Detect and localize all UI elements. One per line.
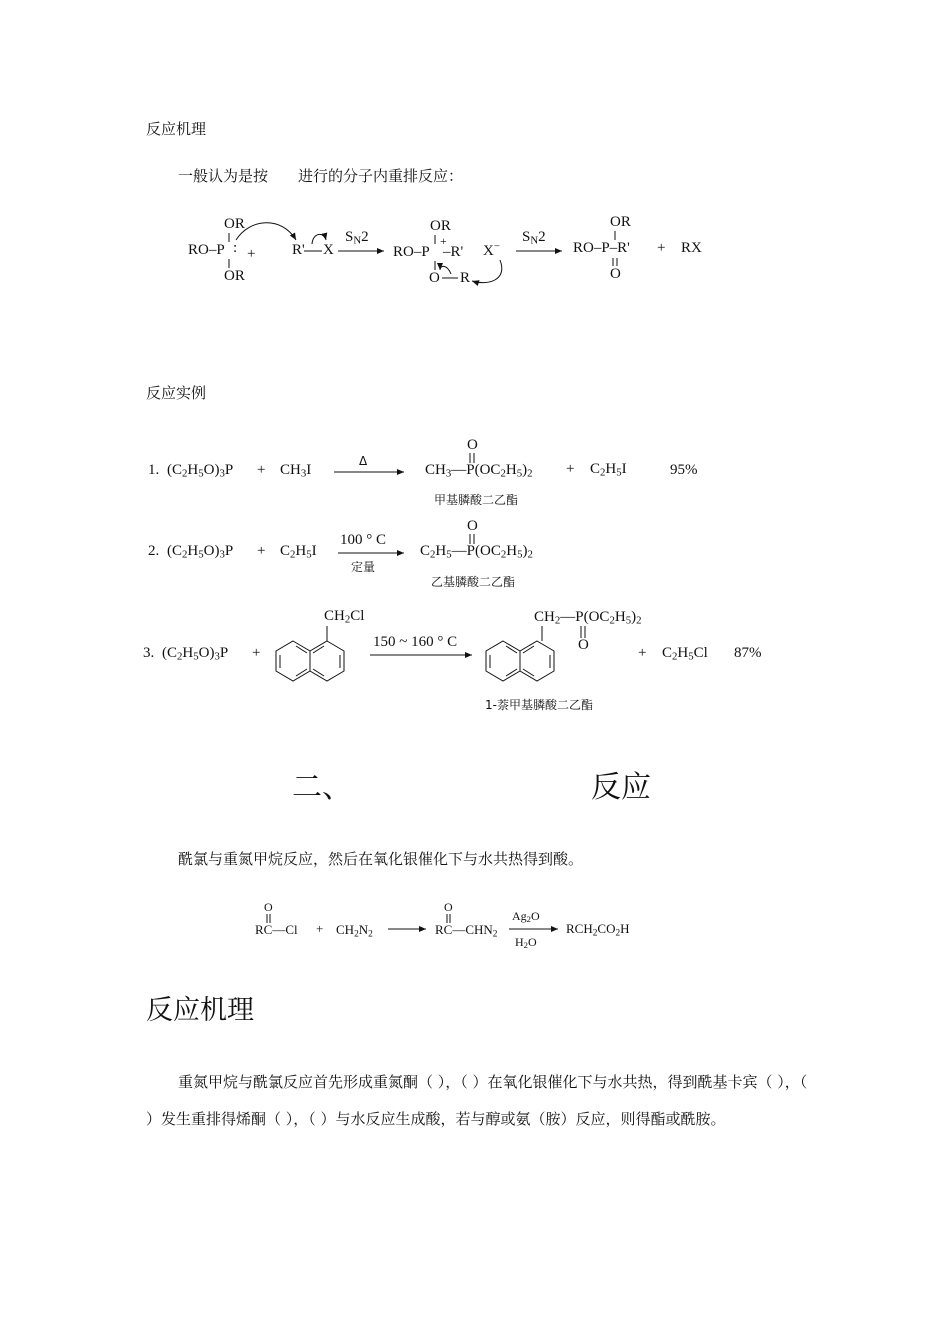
diazoketone-oxo: O (444, 900, 453, 914)
product-oxo: O (578, 637, 589, 653)
product-name: 甲基膦酸二乙酯 (434, 493, 519, 507)
diazomethane: $CH_2N_2$ (336, 922, 373, 940)
intermediate-r-prime: –R' (443, 244, 464, 260)
ethylphosphonate-formula: $C_2H_5—P(OC_2H_5)_2$ (420, 543, 533, 561)
plus-sign: + (252, 645, 261, 661)
reaction-description: 酰氯与重氮甲烷反应，然后在氧化银催化下与水共热得到酸。 (178, 850, 584, 868)
lone-pair: : (233, 240, 238, 256)
plus-sign: + (316, 921, 324, 936)
water-label: $H_2O$ (515, 935, 537, 951)
sn2-label-2: $S_N2$ (522, 229, 546, 247)
intermediate-or-top: OR (430, 218, 451, 234)
intermediate-o: O (429, 270, 440, 286)
methyl-iodide: $CH_3I$ (280, 462, 312, 480)
intermediate-ro-p: RO–P (393, 244, 430, 260)
plus-sign: + (257, 543, 266, 559)
chloromethyl-group: $CH_2Cl$ (324, 608, 365, 626)
triethyl-phosphite: $(C_2H_5O)_3P$ (162, 645, 229, 663)
reaction-number: 3. (143, 645, 155, 661)
plus-sign: + (247, 246, 256, 262)
section-title-left: 二、 (292, 770, 352, 805)
ethyl-chloride-byproduct: $C_2H_5Cl$ (662, 645, 708, 663)
carboxylic-acid-product: $RCH_2CO_2H$ (566, 921, 630, 939)
byproduct-rx: RX (681, 240, 702, 256)
ethyl-iodide: $C_2H_5I$ (280, 543, 317, 561)
diazoketone: $RC—CHN_2$ (435, 922, 498, 940)
silver-oxide-label: $Ag_2O$ (512, 909, 540, 925)
triethyl-phosphite: $(C_2H_5O)_3P$ (167, 543, 234, 561)
examples-heading: 反应实例 (146, 384, 207, 402)
plus-sign: + (657, 240, 666, 256)
reaction-number: 2. (148, 543, 160, 559)
section-title-right: 反应 (591, 770, 651, 805)
temperature-label: 100 ° C (340, 532, 387, 548)
mechanism-paragraph: 重氮甲烷与酰氯反应首先形成重氮酮（ ），（ ）在氧化银催化下与水共热，得到酰基卡宾（ ），（ ）发生重排得烯酮（ ），（ ）与水反应生成酸，若与醇或氨（胺）反应，则得酯或酰胺。 (146, 1073, 808, 1128)
product-oxo: O (610, 266, 621, 282)
temperature-label: 150 ~ 160 ° C (373, 634, 458, 650)
acyl-chloride: RC—Cl (255, 922, 298, 937)
yield-value: 87% (734, 645, 762, 661)
sn2-label-1: $S_N2$ (345, 229, 369, 247)
reactant-ro-p: RO–P (188, 242, 225, 258)
acyl-oxo: O (264, 900, 273, 914)
reactant-or-bottom: OR (224, 268, 245, 284)
mechanism-heading-2: 反应机理 (146, 995, 254, 1026)
intermediate-r: R (460, 270, 471, 286)
reactant-or-top: OR (224, 216, 245, 232)
yield-value: 95% (670, 462, 698, 478)
product-ro-p-r: RO–P–R' (573, 240, 630, 256)
reaction-number: 1. (148, 462, 160, 478)
product-or-top: OR (610, 214, 631, 230)
leaving-group-x: X (323, 242, 334, 258)
plus-sign: + (257, 462, 266, 478)
methylphosphonate-formula: $CH_3—P(OC_2H_5)_2$ (425, 462, 533, 480)
triethyl-phosphite: $(C_2H_5O)_3P$ (167, 462, 234, 480)
plus-sign: + (638, 645, 647, 661)
phosphonium-charge: + (440, 234, 447, 248)
product-name: 1-萘甲基膦酸二乙酯 (485, 698, 593, 712)
halide-anion: X− (483, 240, 500, 259)
plus-sign: + (566, 461, 575, 477)
mechanism-intro: 一般认为是按 进行的分子内重排反应： (178, 167, 464, 185)
ethyl-iodide-byproduct: $C_2H_5I$ (590, 461, 627, 479)
mechanism-heading: 反应机理 (146, 120, 207, 138)
alkyl-r-prime: R' (292, 242, 305, 258)
product-oxo: O (467, 437, 478, 453)
product-oxo: O (467, 518, 478, 534)
heat-label: Δ (359, 454, 368, 468)
naphthylmethyl-phosphonate: $CH_2—P(OC_2H_5)_2$ (534, 609, 642, 627)
product-name: 乙基膦酸二乙酯 (431, 575, 516, 589)
quantitative-label: 定量 (351, 560, 376, 574)
